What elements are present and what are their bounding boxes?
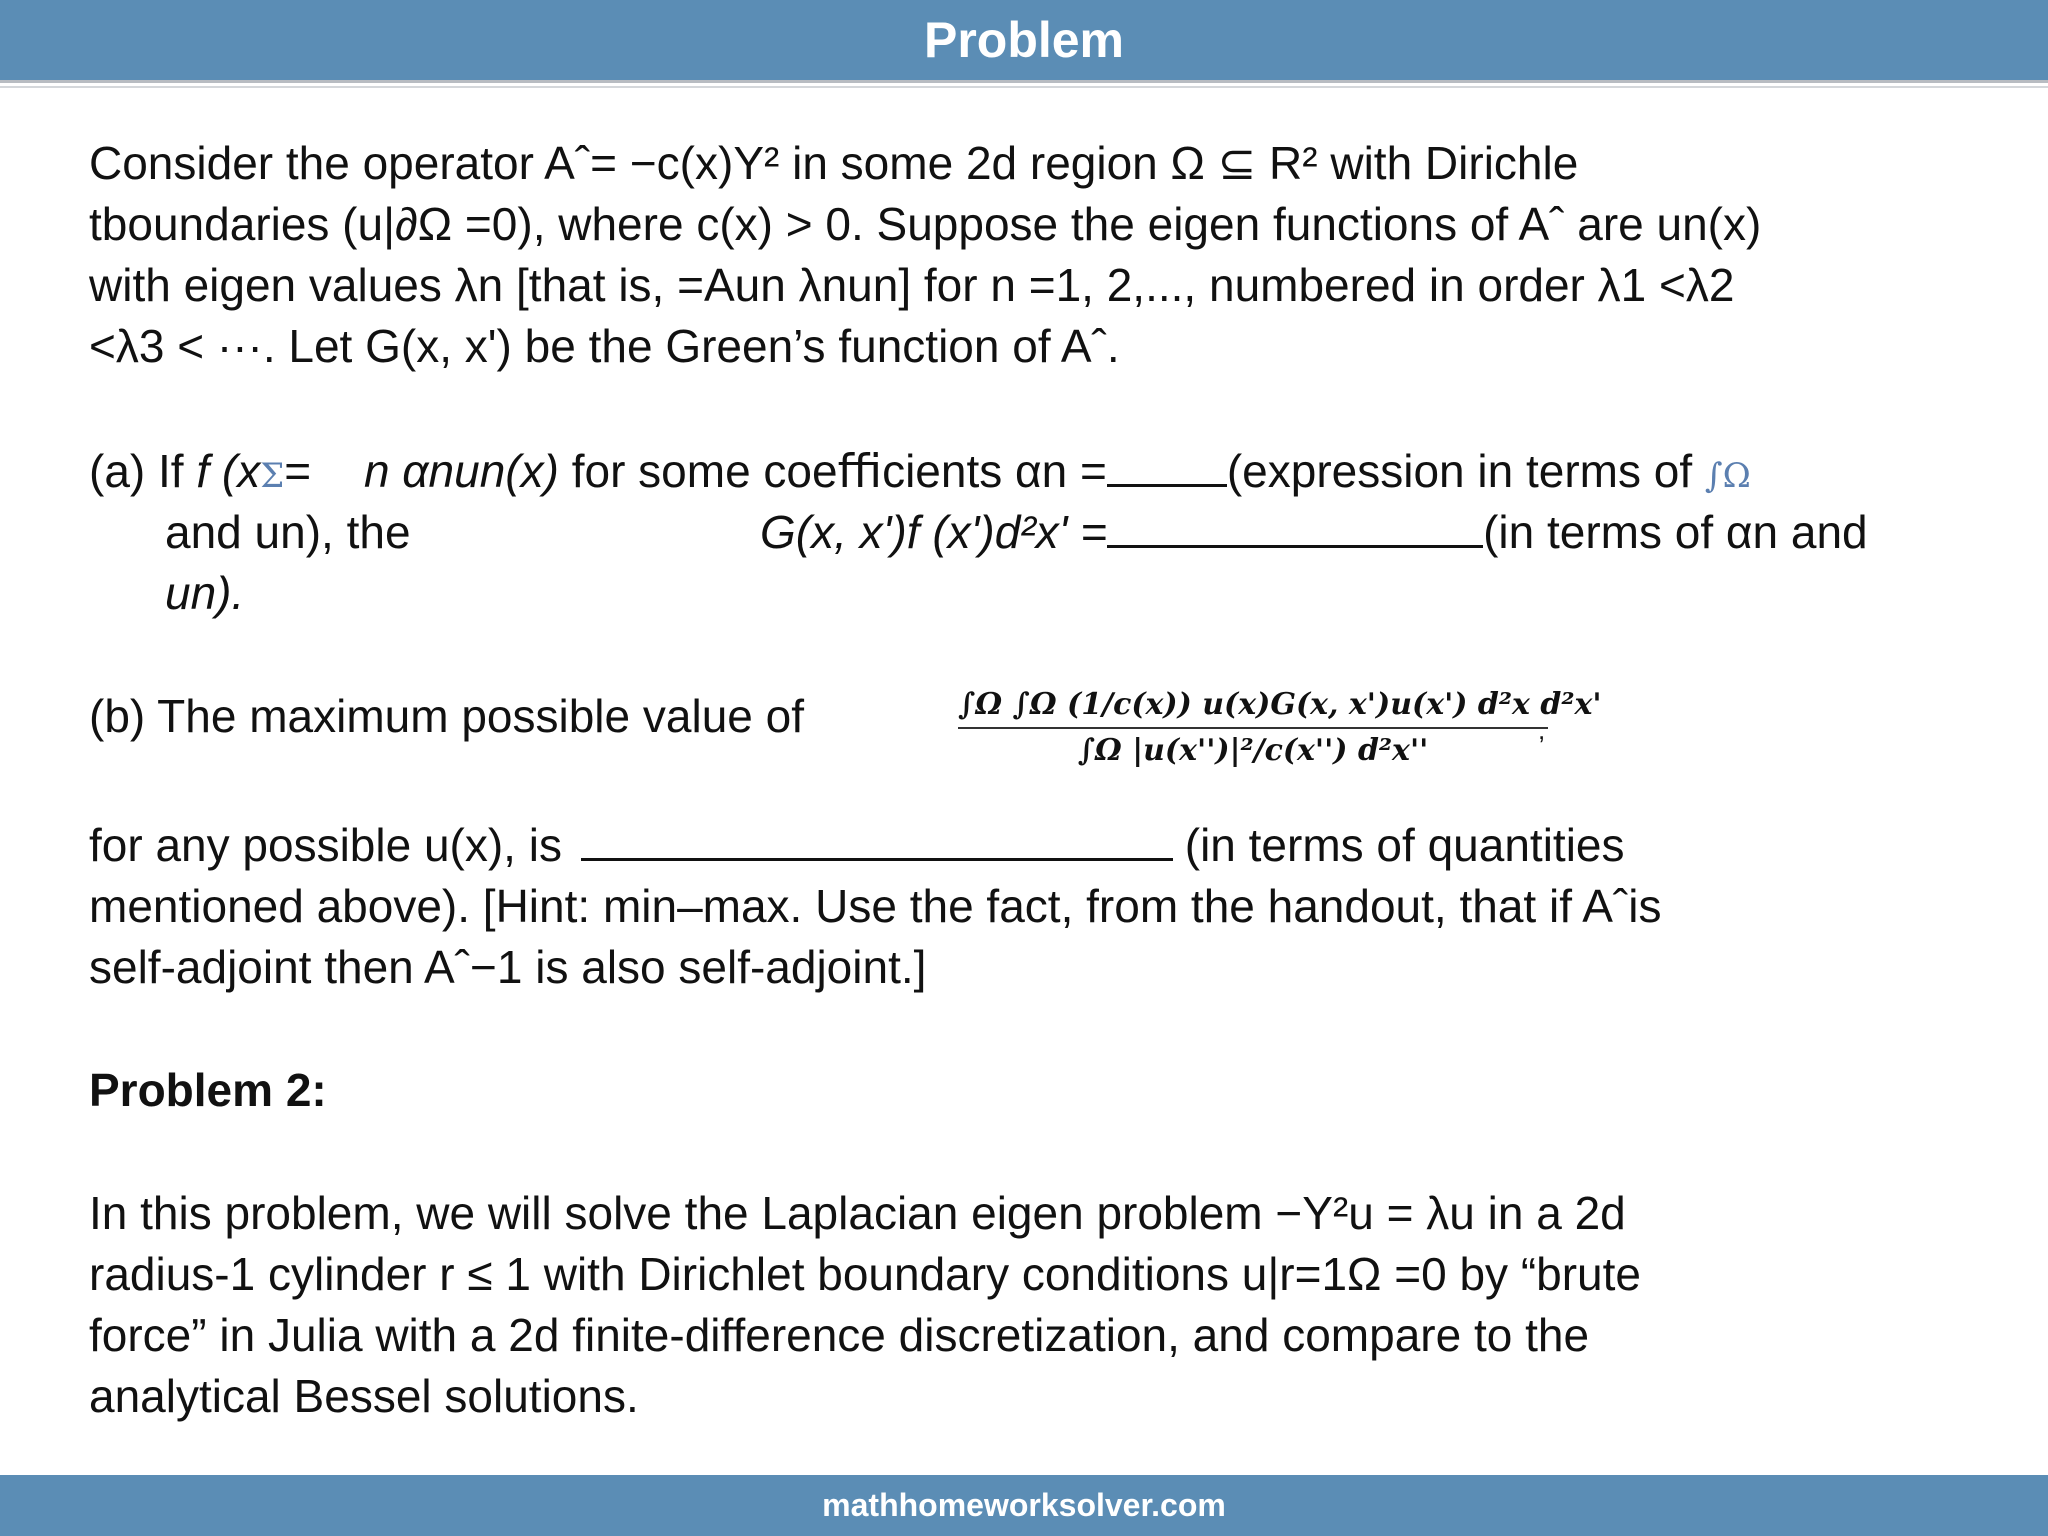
intro-paragraph <box>89 133 1761 377</box>
problem-2-line-4: analytical Bessel solutions. <box>89 1370 639 1422</box>
part-a-line-2-start: and un), the <box>165 506 411 558</box>
part-a-line-2-green <box>760 502 1868 563</box>
intro-line-3: with eigen values λn [that is, =Aun λnun] for n =1, 2,..., numbered in order λ1 <λ2 <box>89 259 1735 311</box>
part-a-prefix: (a) If <box>89 445 184 497</box>
part-a-fx: f (x <box>196 445 261 497</box>
header-divider-thin <box>0 86 2048 88</box>
part-b-line-2 <box>89 815 1625 876</box>
problem-2-heading: Problem 2: <box>89 1064 327 1116</box>
problem-2-paragraph <box>89 1183 1641 1427</box>
part-a-mid: for some coeﬃcients αn = <box>558 445 1107 497</box>
intro-line-4: <λ3 < ···. Let G(x, x') be the Green’s function of Aˆ. <box>89 320 1120 372</box>
header-bar <box>0 0 2048 80</box>
part-b-blank[interactable] <box>581 818 1173 861</box>
integral-omega-symbol: ∫Ω <box>1704 456 1751 496</box>
part-b-line-3: mentioned above). [Hint: min–max. Use the fact, from the handout, that if Aˆis <box>89 880 1662 932</box>
fraction-comma: , <box>1538 715 1546 745</box>
part-a-green-expr: G(x, x')f (x')d²x' = <box>760 506 1108 558</box>
problem-2-line-2: radius-1 cylinder r ≤ 1 with Dirichlet boundary conditions u|r=1Ω =0 by “brute <box>89 1248 1641 1300</box>
part-a-line-1 <box>89 441 1751 507</box>
problem-2-line-3: force” in Julia with a 2d finite-difference discretization, and compare to the <box>89 1309 1590 1361</box>
header-divider <box>0 80 2048 83</box>
part-a-line-2 <box>165 502 411 563</box>
part-b-line-4: self-adjoint then Aˆ−1 is also self-adjoint.] <box>89 941 927 993</box>
intro-line-1: Consider the operator Aˆ= −c(x)Y² in some 2d region Ω ⊆ R² with Dirichle <box>89 137 1579 189</box>
part-b-line-2-start: for any possible u(x), is <box>89 819 562 871</box>
max-value-fraction <box>958 683 1602 773</box>
part-a-line-2-end: (in terms of αn and <box>1483 506 1868 558</box>
intro-line-2: tboundaries (u|∂Ω =0), where c(x) > 0. Suppose the eigen functions of Aˆ are un(x) <box>89 198 1762 250</box>
problem-2-line-1: In this problem, we will solve the Laplacian eigen problem −Y²u = λu in a 2d <box>89 1187 1626 1239</box>
fraction-denominator: ∫Ω |u(x'')|²/c(x'') d²x'' <box>958 727 1548 773</box>
part-a-eq: = <box>284 445 312 497</box>
footer-site-link[interactable]: mathhomeworksolver.com <box>822 1487 1226 1523</box>
part-a-blank-1[interactable] <box>1107 444 1227 487</box>
footer-bar <box>0 1475 2048 1536</box>
part-b-line-2-end: (in terms of quantities <box>1184 819 1625 871</box>
fraction-numerator: ∫Ω ∫Ω (1/c(x)) u(x)G(x, x')u(x') d²x d²x' <box>958 687 1602 722</box>
sigma-symbol: Σ <box>260 456 285 496</box>
part-b-label: (b) The maximum possible value of <box>89 690 804 742</box>
part-a-expr-note: (expression in terms of <box>1226 445 1693 497</box>
part-a-sum-term: n αnun(x) <box>363 445 559 497</box>
part-a-line-3: un). <box>165 567 245 619</box>
part-a-blank-2[interactable] <box>1107 505 1483 548</box>
header-title: Problem <box>923 12 1125 68</box>
